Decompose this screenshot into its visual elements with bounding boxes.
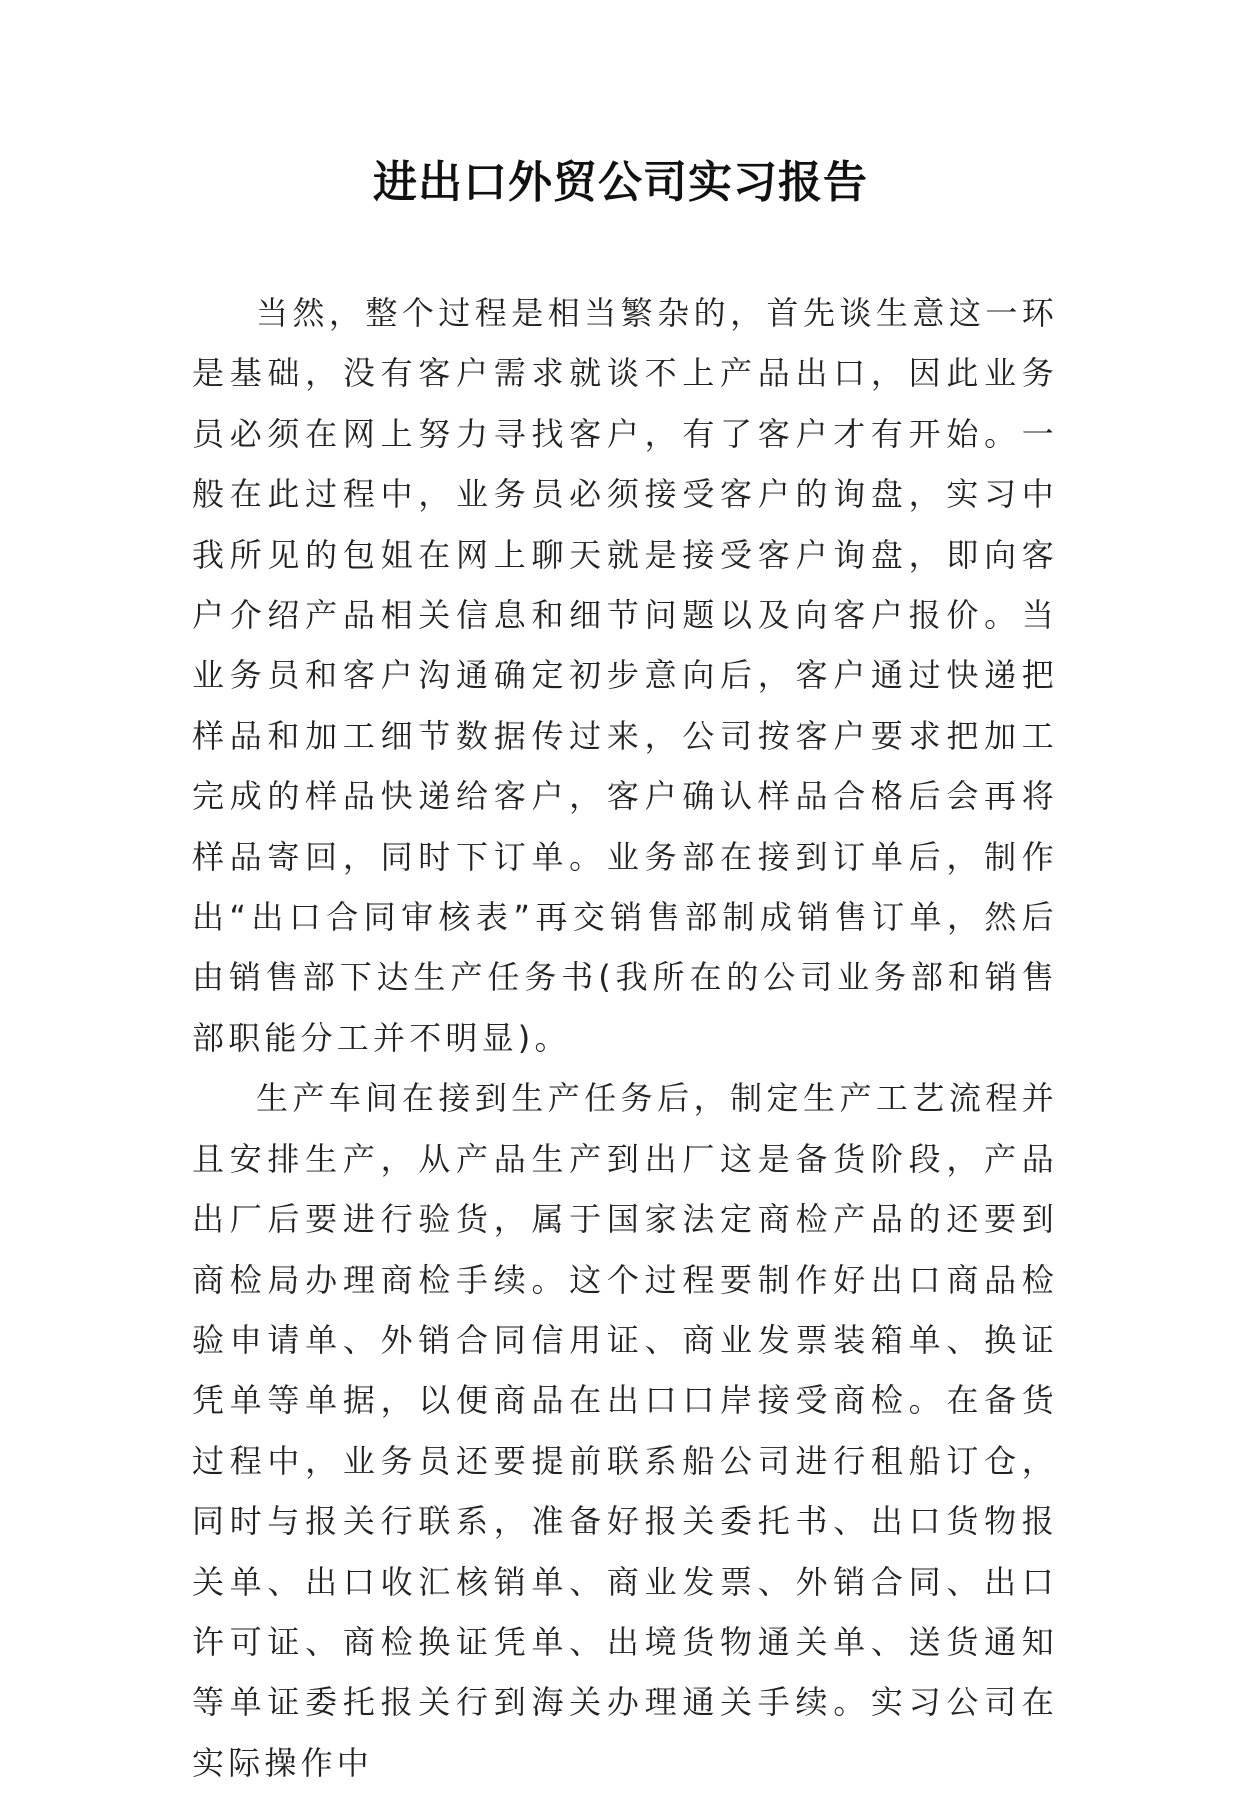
document-body	[192, 283, 1058, 1793]
document-title: 进出口外贸公司实习报告	[373, 157, 868, 208]
paragraph: 当然，整个过程是相当繁杂的，首先谈生意这一环是基础，没有客户需求就谈不上产品出口，因此业务员必须在网上努力寻找客户，有了客户才有开始。一般在此过程中，业务员必须接受客户的询盘，实习中我所见的包姐在网上聊天就是接受客户询盘，即向客户介绍产品相关信息和细节问题以及向客户报价。当业务员和客户沟通确定初步意向后，客户通过快递把样品和加工细节数据传过来，公司按客户要求把加工完成的样品快递给客户，客户确认样品合格后会再将样品寄回，同时下订单。业务部在接到订单后，制作出“出口合同审核表”再交销售部制成销售订单，然后由销售部下达生产任务书(我所在的公司业务部和销售部职能分工并不明显)。	[192, 294, 1058, 1057]
paragraph: 生产车间在接到生产任务后，制定生产工艺流程并且安排生产，从产品生产到出厂这是备货阶段，产品出厂后要进行验货，属于国家法定商检产品的还要到商检局办理商检手续。这个过程要制作好出口商品检验申请单、外销合同信用证、商业发票装箱单、换证凭单等单据，以便商品在出口口岸接受商检。在备货过程中，业务员还要提前联系船公司进行租船订仓，同时与报关行联系，准备好报关委托书、出口货物报关单、出口收汇核销单、商业发票、外销合同、出口许可证、商检换证凭单、出境货物通关单、送货通知等单证委托报关行到海关办理通关手续。实习公司在实际操作中	[192, 1079, 1058, 1782]
